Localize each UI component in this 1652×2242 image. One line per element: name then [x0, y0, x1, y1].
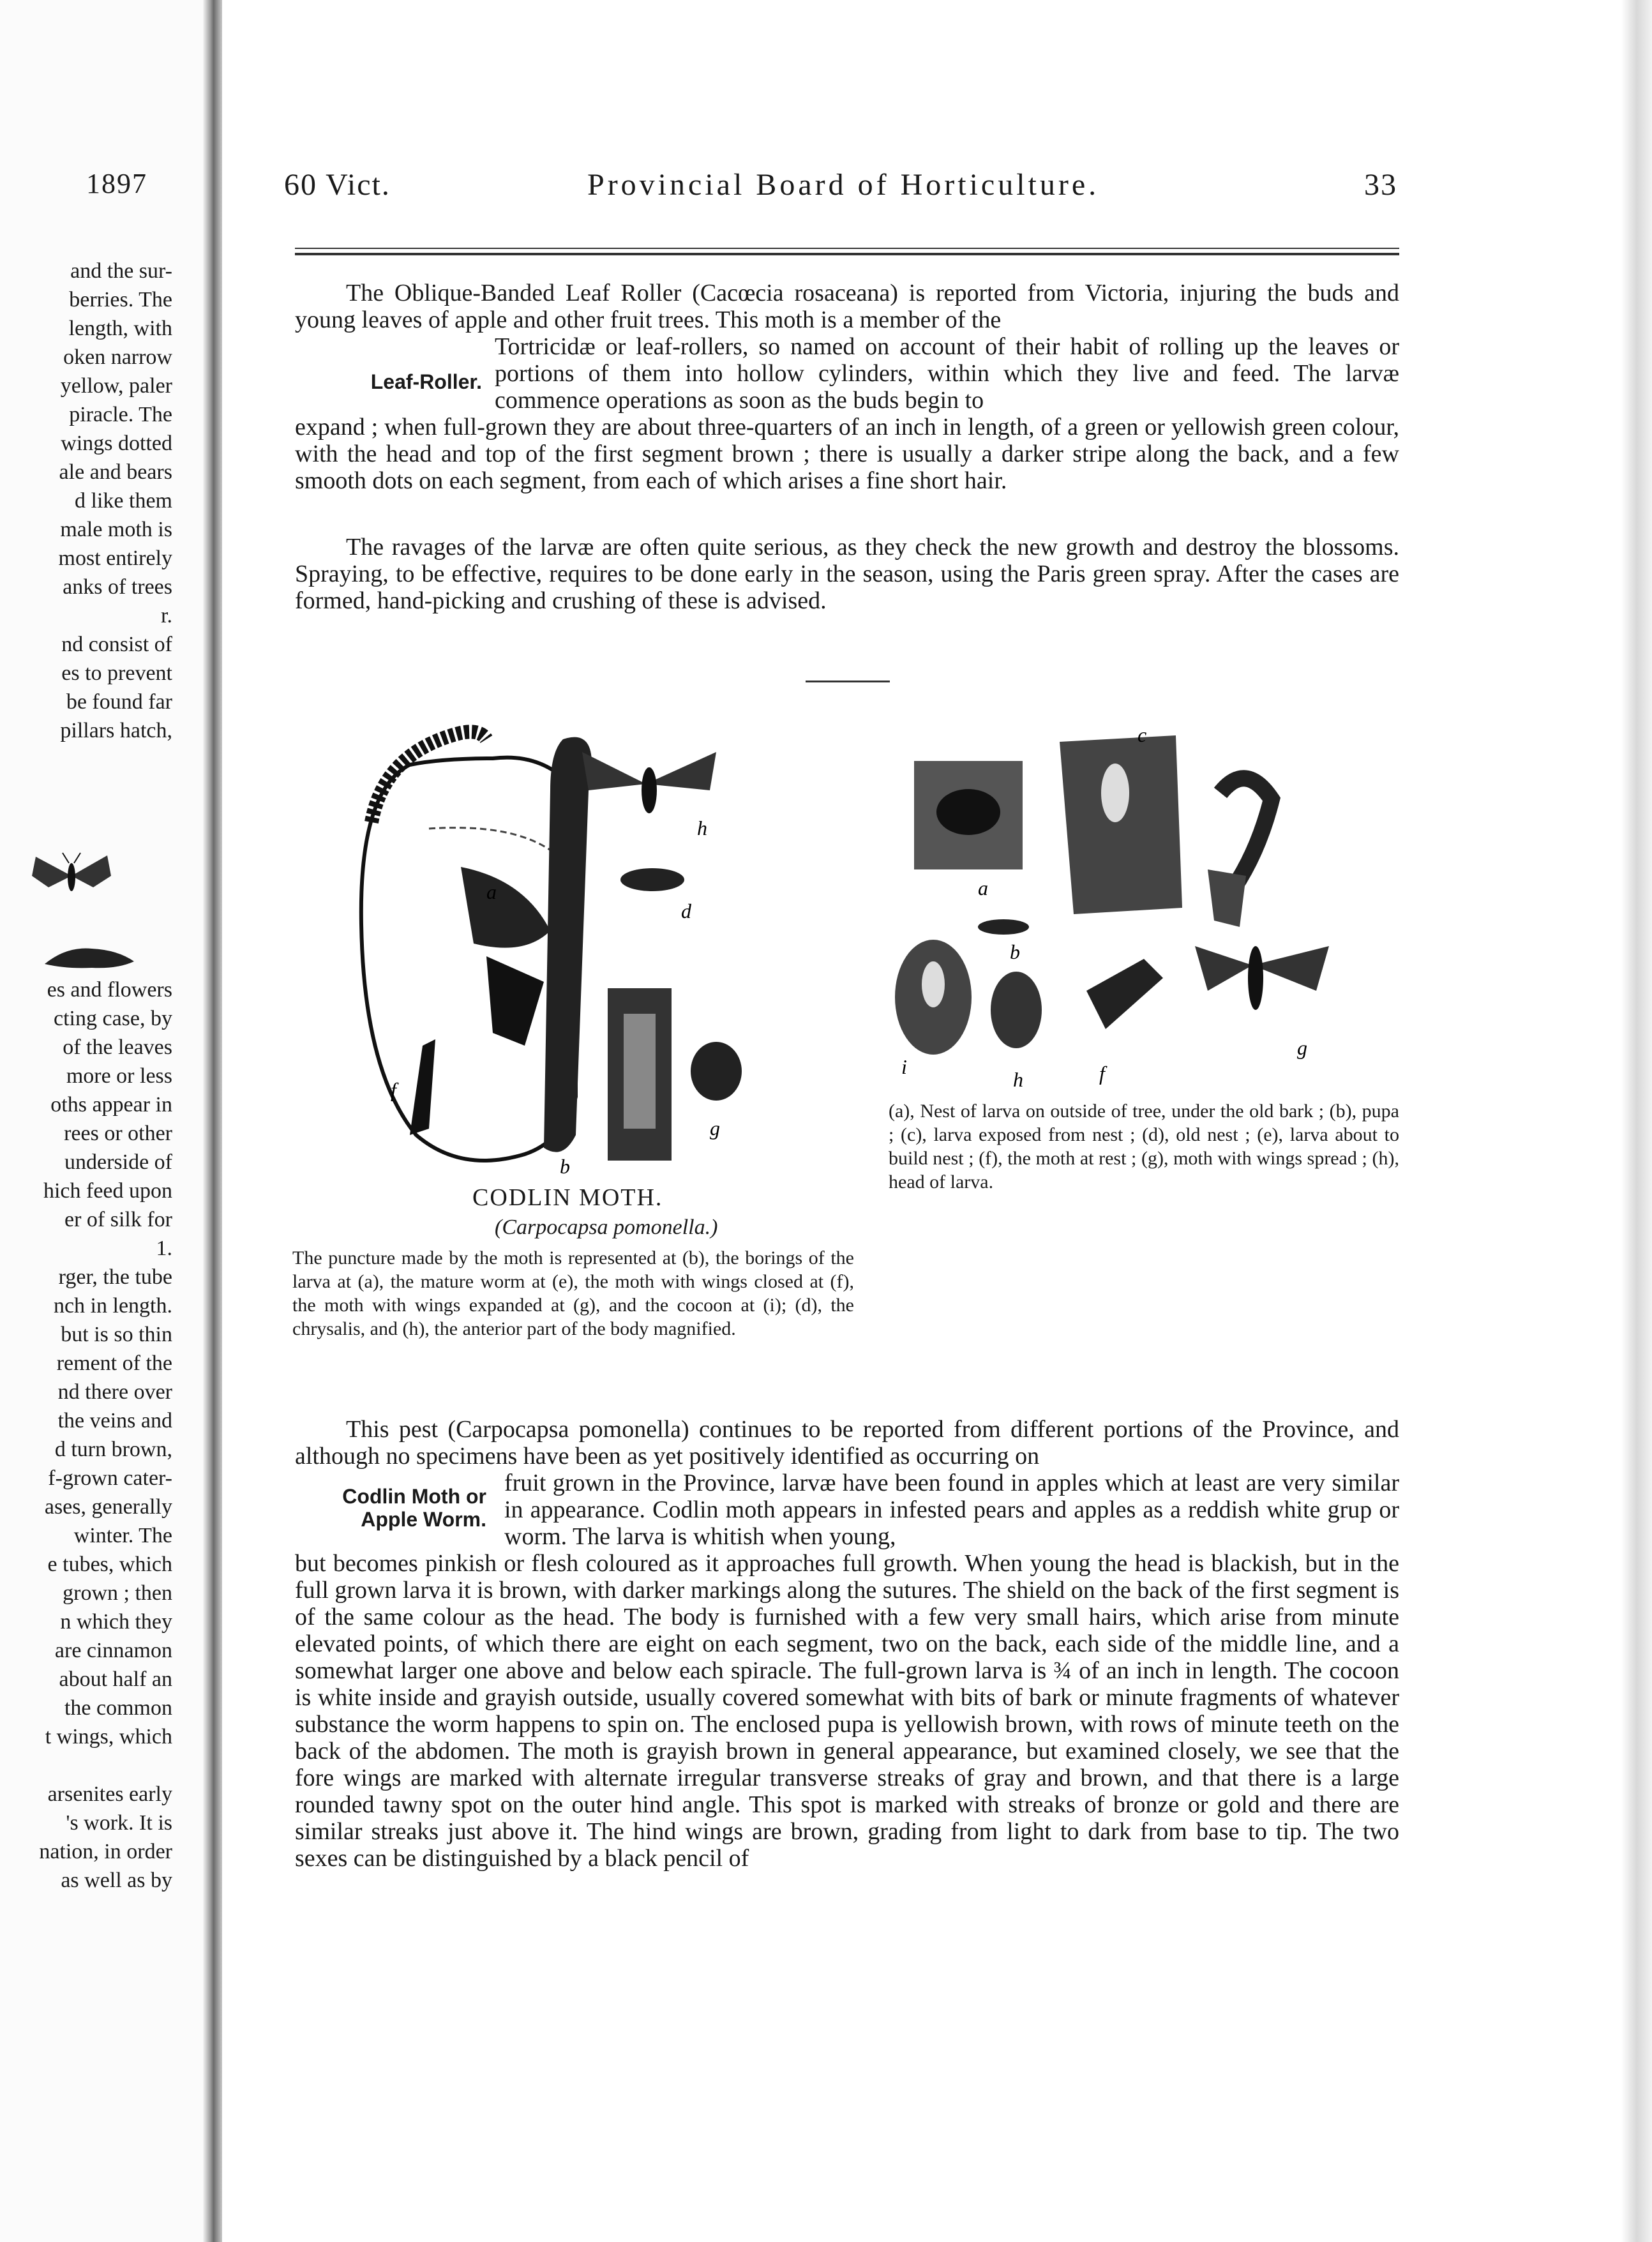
left-bottom-line — [0, 1751, 172, 1780]
section-divider — [806, 681, 890, 682]
left-bottom-line: more or less — [66, 1064, 172, 1088]
left-bottom-line: cting case, by — [54, 1007, 172, 1030]
codlin-moth-apple-engraving — [333, 714, 793, 1175]
left-bottom-line: hich feed upon — [43, 1179, 172, 1203]
left-top-line: berries. The — [69, 288, 172, 312]
left-bottom-line: n which they — [60, 1610, 172, 1634]
codlin-paragraph-1b: fruit grown in the Province, larvæ have been found in apples which at least are very similar in appearance. Codlin moth appears in infested pears and apples as a reddish white grup or worm. The larva is whitish when young, — [504, 1470, 1399, 1550]
left-bottom-line: nch in length. — [53, 1294, 172, 1318]
left-top-line: oken narrow — [63, 345, 172, 369]
left-facing-page — [0, 0, 211, 2242]
left-bottom-line: arsenites early — [47, 1782, 172, 1806]
left-bottom-line: rger, the tube — [58, 1265, 172, 1289]
figure1-label-h: g — [710, 1117, 720, 1140]
left-bottom-line: the common — [64, 1696, 172, 1720]
left-bottom-line: d turn brown, — [54, 1438, 172, 1461]
figure2-label-h: h — [1013, 1068, 1023, 1091]
figure2-label-c: c — [1138, 723, 1147, 746]
left-bottom-line: rement of the — [56, 1351, 172, 1375]
figure2-label-b: b — [1010, 940, 1020, 963]
left-top-line: ale and bears — [59, 460, 172, 484]
left-bottom-line: about half an — [59, 1667, 172, 1691]
figure1-label-f: f — [391, 1078, 396, 1101]
side-heading-line-2: Apple Worm. — [361, 1508, 486, 1531]
left-top-line: es to prevent — [61, 661, 172, 685]
leaf-roller-paragraph-2: The ravages of the larvæ are often quite serious, as they check the new growth and destroy the blossoms. Spraying, to be effective, requires to be done early in the season, using the Paris green spray. After the cases are formed, hand-picking and crushing of these is advised. — [295, 534, 1399, 614]
left-bottom-line: oths appear in — [50, 1093, 172, 1117]
header-rule — [295, 248, 1399, 249]
left-top-line: and the sur- — [70, 259, 172, 283]
header-rule-thick — [295, 253, 1399, 255]
leaf-roller-paragraph-1a: The Oblique-Banded Leaf Roller (Cacœcia rosaceana) is reported from Victoria, injuring the buds and young leaves of apple and other fruit trees. This moth is a member of the — [295, 280, 1399, 333]
page-number: 33 — [1364, 168, 1397, 202]
left-top-line: most entirely — [58, 546, 172, 570]
figure1-title: CODLIN MOTH. — [472, 1184, 663, 1211]
left-bottom-line: rees or other — [64, 1122, 172, 1145]
moth-illustration-icon — [29, 850, 114, 903]
left-top-line: r. — [161, 604, 172, 628]
left-top-line: anks of trees — [63, 575, 172, 599]
left-page-text-top — [0, 257, 172, 745]
left-bottom-line: t wings, which — [45, 1725, 172, 1749]
left-bottom-line: er of silk for — [64, 1208, 172, 1231]
codlin-paragraph-1c: but becomes pinkish or flesh coloured as it approaches full growth. When young the head is blackish, but in the full grown larva it is brown, with darker markings along the sutures. The shield on the back of the first segment is of the same colour as the head. The body is furnished with a few very small hairs, which arise from minute elevated points, of which there are eight on each segment, two on the back, each side of the middle line, and a somewhat larger one above and below each spiracle. The full-grown larva is ¾ of an inch in length. The cocoon is white inside and grayish outside, usually covered somewhat with bits of bark or minute fragments of whatever substance the worm happens to spin on. The enclosed pupa is yellowish brown, with rows of minute teeth on the back of the abdomen. The moth is grayish brown in general appearance, but examined closely, we see that the fore wings are marked with alternate irregular transverse streaks of gray and brown, and that there is a large rounded tawny spot on the outer hind angle. This spot is marked with streaks of bronze or gold and there are similar streaks just above it. The hind wings are brown, grading from light to dark from base to tip. The two sexes can be distinguished by a black pencil of — [295, 1550, 1399, 1872]
left-page-text-bottom — [0, 975, 172, 1895]
left-bottom-line: underside of — [64, 1150, 172, 1174]
left-bottom-line: 1. — [156, 1237, 172, 1260]
left-bottom-line: nd there over — [57, 1380, 172, 1404]
figure1-label-a: a — [486, 880, 497, 903]
side-heading-leaf-roller: Leaf-Roller. — [370, 370, 482, 393]
left-bottom-line: f-grown cater- — [48, 1466, 172, 1490]
book-gutter — [203, 0, 222, 2242]
left-top-line: d like them — [75, 489, 172, 513]
figure1-species: (Carpocapsa pomonella.) — [495, 1215, 718, 1239]
page-edge — [1621, 0, 1652, 2242]
left-bottom-line: 's work. It is — [66, 1811, 172, 1835]
figure2-caption: (a), Nest of larva on outside of tree, under the old bark ; (b), pupa ; (c), larva exposed from nest ; (d), old nest ; (e), larva about to build nest ; (f), the moth at rest ; (g), moth with wings spread ; (h), head of larva. — [889, 1101, 1399, 1192]
larva-illustration-icon — [41, 942, 137, 972]
left-bottom-line: winter. The — [73, 1524, 172, 1547]
leaf-roller-paragraph-1b: Tortricidæ or leaf-rollers, so named on account of their habit of rolling up the leaves or portions of them into hollow cylinders, within which they live and feed. The larvæ commence operations as soon as the buds begin to — [495, 333, 1399, 414]
left-bottom-line: as well as by — [61, 1869, 172, 1892]
left-top-line: be found far — [66, 690, 172, 714]
left-bottom-line: but is so thin — [61, 1323, 172, 1346]
left-bottom-line: es and flowers — [47, 978, 172, 1002]
codlin-moth-life-stages-engraving — [889, 723, 1399, 1097]
left-bottom-line: e tubes, which — [47, 1553, 172, 1576]
left-top-line: yellow, paler — [60, 374, 172, 398]
figure2-label-g: g — [1297, 1036, 1307, 1059]
left-top-line: wings dotted — [61, 432, 172, 455]
side-heading-line-1: Codlin Moth or — [342, 1485, 486, 1508]
side-heading-codlin-moth — [295, 1485, 486, 1531]
left-top-line: piracle. The — [69, 403, 172, 426]
codlin-paragraph-1a: This pest (Carpocapsa pomonella) continues to be reported from different portions of the Province, and although no specimens have been as yet positively identified as occurring on — [295, 1416, 1399, 1470]
left-top-line: pillars hatch, — [60, 719, 172, 742]
running-title: Provincial Board of Horticulture. — [587, 168, 1100, 202]
left-top-line: male moth is — [60, 518, 172, 541]
figure1-label-b: b — [560, 1155, 570, 1175]
left-bottom-line: of the leaves — [63, 1035, 172, 1059]
left-page-year: 1897 — [86, 168, 147, 199]
left-bottom-line: grown ; then — [63, 1581, 172, 1605]
left-top-line: nd consist of — [61, 633, 172, 656]
left-bottom-line: are cinnamon — [54, 1639, 172, 1662]
figure2-label-f: f — [1099, 1062, 1105, 1085]
left-bottom-line: nation, in order — [39, 1840, 172, 1863]
leaf-roller-paragraph-1c: expand ; when full-grown they are about three-quarters of an inch in length, of a green or yellowish green colour, with the head and top of the first segment brown ; there is usually a darker stripe along the back, and a few smooth dots on each segment, from each of which arises a fine short hair. — [295, 414, 1399, 494]
left-bottom-line: ases, generally — [44, 1495, 172, 1519]
left-top-line: length, with — [68, 317, 172, 340]
figure2-label-a: a — [978, 876, 988, 899]
left-bottom-line: the veins and — [57, 1409, 172, 1433]
header-regnal-year: 60 Vict. — [284, 168, 391, 202]
figure2-label-i: i — [901, 1055, 907, 1078]
figure1-label-g: h — [697, 816, 707, 839]
figure1-label-d: d — [681, 899, 691, 922]
figure1-caption: The puncture made by the moth is represented at (b), the borings of the larva at (a), the mature worm at (e), the moth with wings closed at (f), the moth with wings expanded at (g), and the cocoon at (i); (d), the chrysalis, and (h), the anterior part of the body magnified. — [292, 1247, 854, 1339]
